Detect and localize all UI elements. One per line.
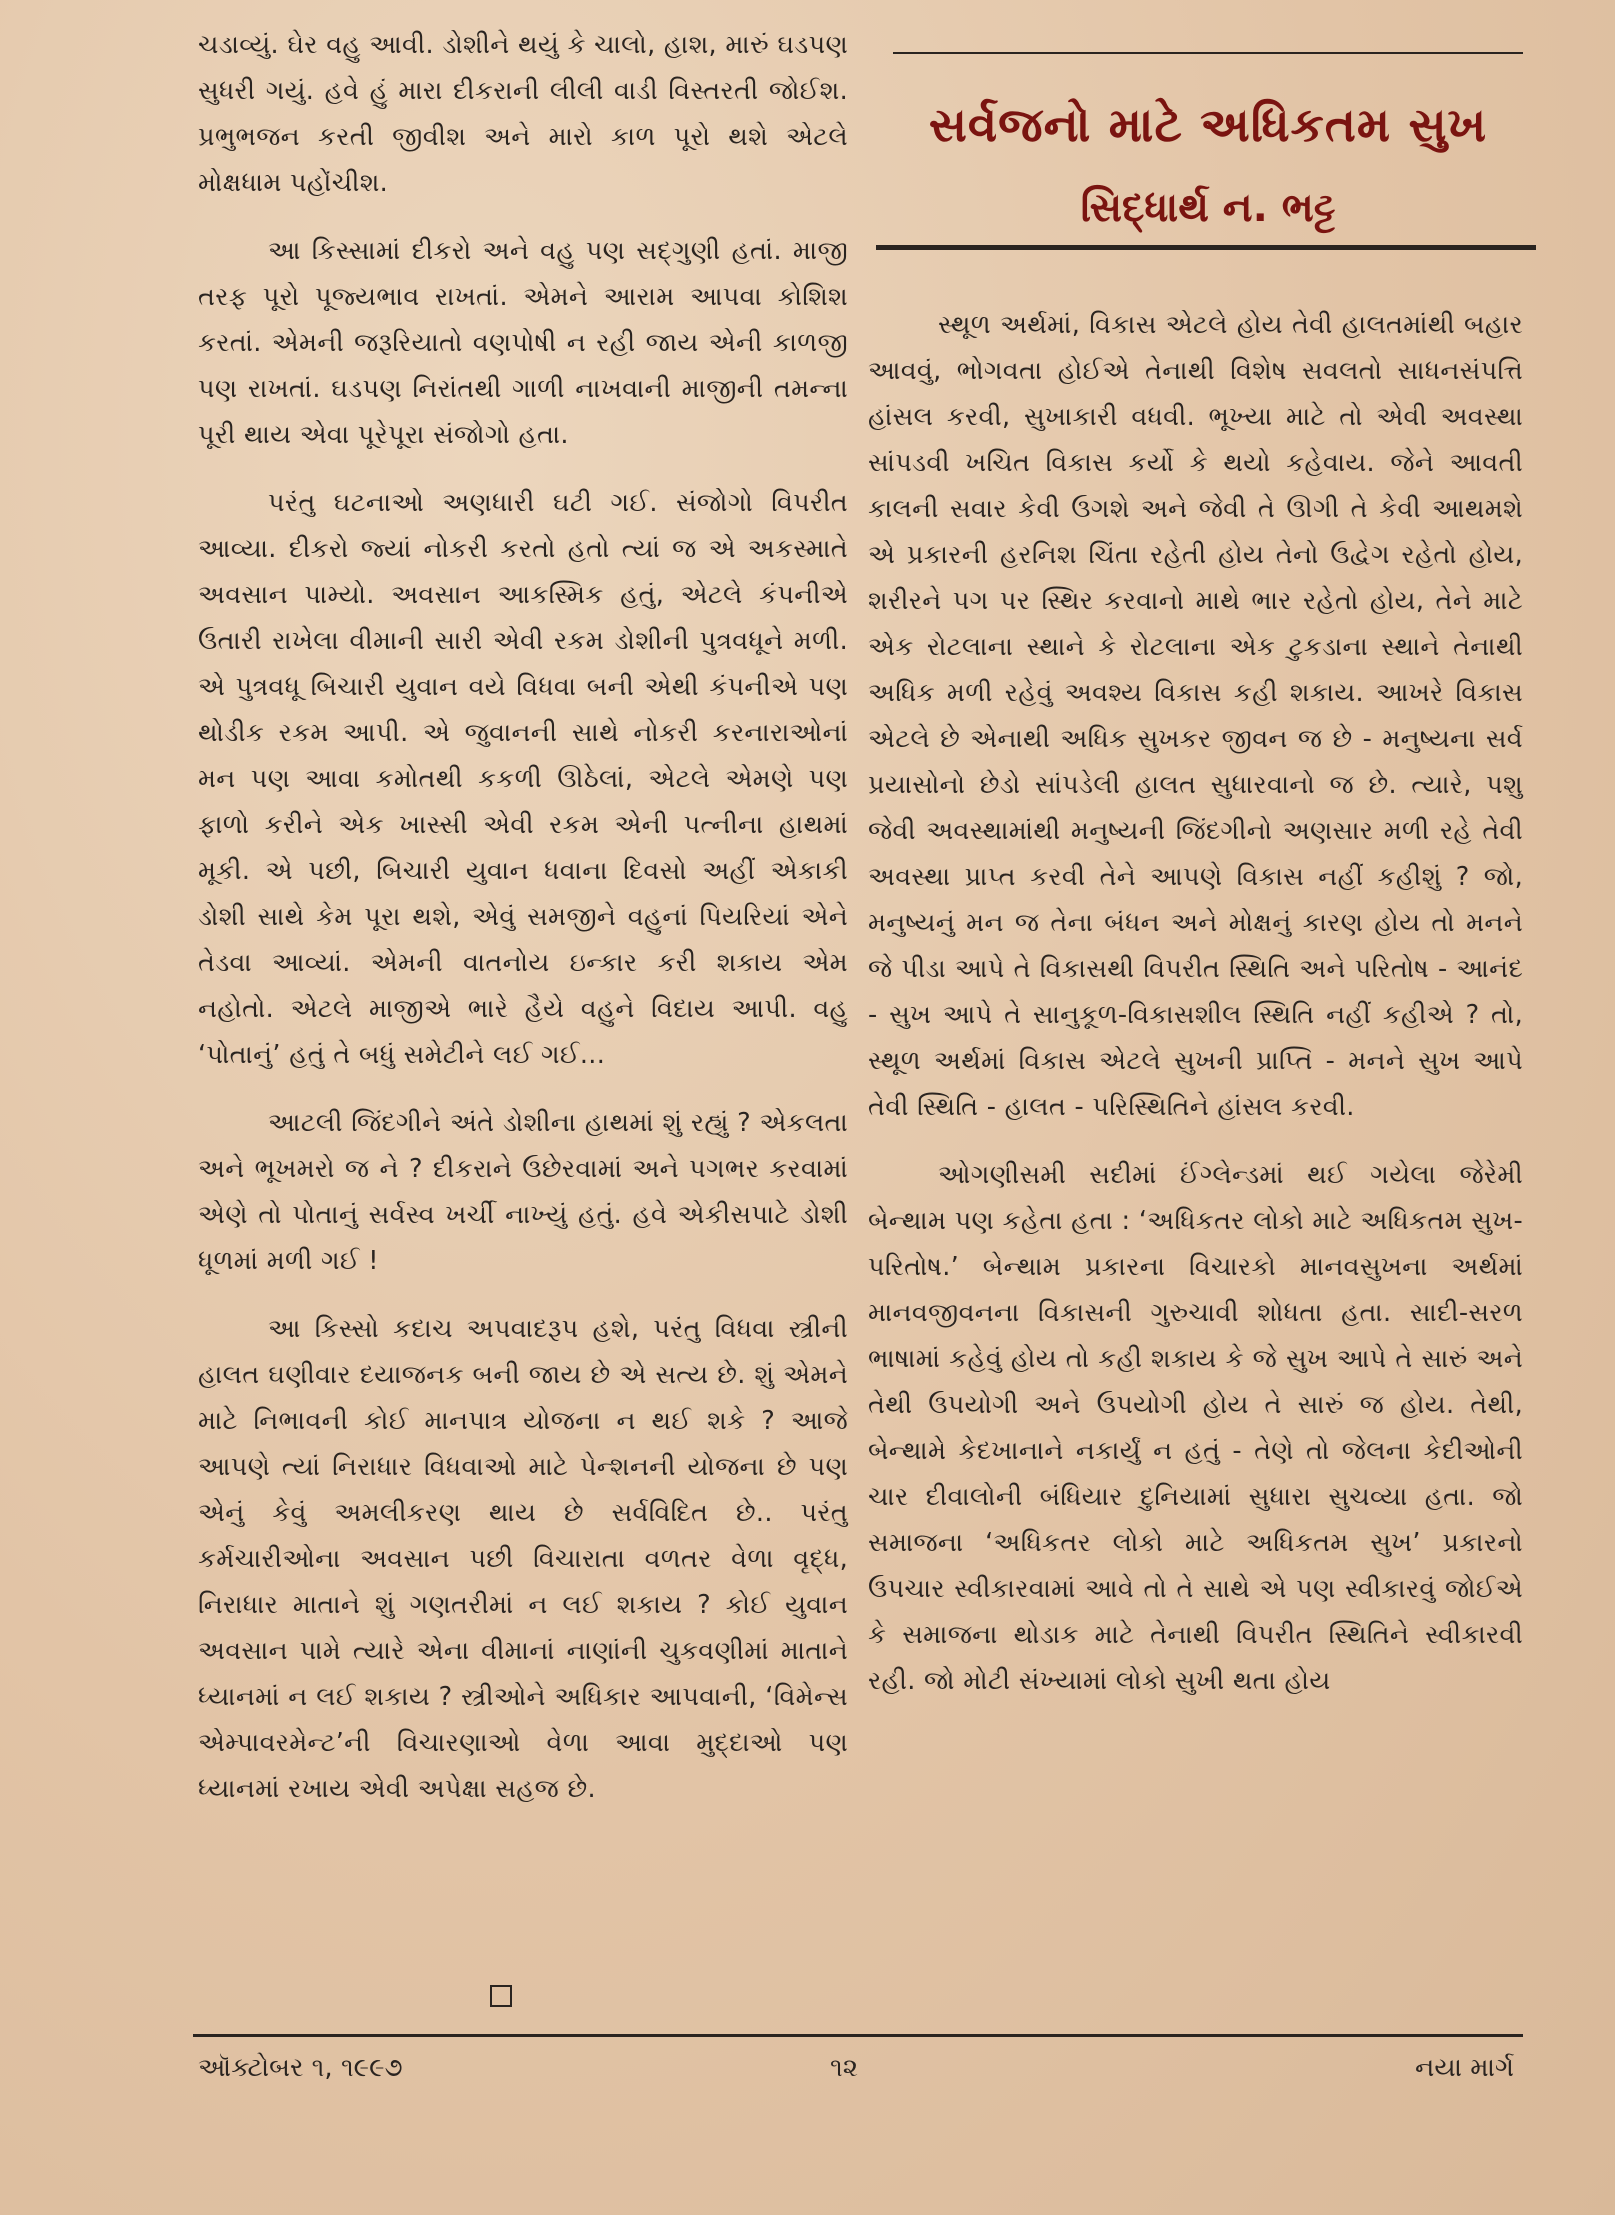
footer-rule: [193, 2034, 1523, 2037]
paragraph: ઓગણીસમી સદીમાં ઈંગ્લેન્ડમાં થઈ ગયેલા જેરેમી બેન્થામ પણ કહેતા હતા : ‘અધિકતર લોકો માટે અધિકતમ સુખ-પરિતોષ.’ બેન્થામ પ્રકારના વિચારકો માનવસુખના અર્થમાં માનવજીવનના વિકાસની ગુરુચાવી શોધતા હતા. સાદી-સરળ ભાષામાં કહેવું હોય તો કહી શકાય કે જે સુખ આપે તે સારું અને તેથી ઉપયોગી અને ઉપયોગી હોય તે સારું જ હોય. તેથી, બેન્થામે કેદખાનાને નકાર્યું ન હતું - તેણે તો જેલના કેદીઓની ચાર દીવાલોની બંધિયાર દુનિયામાં સુધારા સુચવ્યા હતા. જો સમાજના ‘અધિકતર લોકો માટે અધિકતમ સુખ’ પ્રકારનો ઉપચાર સ્વીકારવામાં આવે તો તે સાથે એ પણ સ્વીકારવું જોઈએ કે સમાજના થોડાક માટે તેનાથી વિપરીત સ્થિતિને સ્વીકારવી રહી. જો મોટી સંખ્યામાં લોકો સુખી થતા હોય: [868, 1160, 1523, 1696]
paragraph: આટલી જિંદગીને અંતે ડોશીના હાથમાં શું રહ્યું ? એકલતા અને ભૂખમરો જ ને ? દીકરાને ઉછેરવામાં અને પગભર કરવામાં એણે તો પોતાનું સર્વસ્વ ખર્ચી નાખ્યું હતું. હવે એકીસપાટે ડોશી ધૂળમાં મળી ગઈ !: [198, 1108, 848, 1276]
paragraph: પરંતુ ઘટનાઓ અણધારી ઘટી ગઈ. સંજોગો વિપરીત આવ્યા. દીકરો જ્યાં નોકરી કરતો હતો ત્યાં જ એ અકસ્માતે અવસાન પામ્યો. અવસાન આકસ્મિક હતું, એટલે કંપનીએ ઉતારી રાખેલા વીમાની સારી એવી રકમ ડોશીની પુત્રવધૂને મળી. એ પુત્રવધૂ બિચારી યુવાન વયે વિધવા બની એથી કંપનીએ પણ થોડીક રકમ આપી. એ જુવાનની સાથે નોકરી કરનારાઓનાં મન પણ આવા કમોતથી કકળી ઊઠેલાં, એટલે એમણે પણ ફાળો કરીને એક ખાસ્સી એવી રકમ એની પત્નીના હાથમાં મૂકી. એ પછી, બિચારી યુવાન ધવાના દિવસો અહીં એકાકી ડોશી સાથે કેમ પૂરા થશે, એવું સમજીને વહુનાં પિયરિયાં એને તેડવા આવ્યાં. એમની વાતનોય ઇન્કાર કરી શકાય એમ નહોતો. એટલે માજીએ ભારે હૈયે વહુને વિદાય આપી. વહુ ‘પોતાનું’ હતું તે બધું સમેટીને લઈ ગઈ...: [198, 488, 848, 1070]
right-column: [868, 302, 1523, 1726]
magazine-name: નયા માર્ગ: [1415, 2053, 1515, 2083]
article-title: સર્વજનો માટે અધિકતમ સુખ: [928, 98, 1488, 153]
article-author: સિદ્ધાર્થ ન. ભટ્ટ: [1080, 185, 1336, 231]
left-column: [198, 22, 848, 1834]
end-of-article-square-icon: [490, 1985, 512, 2007]
footer-date: ઑક્ટોબર ૧, ૧૯૯૭: [198, 2053, 403, 2083]
paragraph: સ્થૂળ અર્થમાં, વિકાસ એટલે હોય તેવી હાલતમાંથી બહાર આવવું, ભોગવતા હોઈએ તેનાથી વિશેષ સવલતો સાધનસંપત્તિ હાંસલ કરવી, સુખાકારી વધવી. ભૂખ્યા માટે તો એવી અવસ્થા સાંપડવી ખચિત વિકાસ કર્યો કે થયો કહેવાય. જેને આવતી કાલની સવાર કેવી ઉગશે અને જેવી તે ઊગી તે કેવી આથમશે એ પ્રકારની હરનિશ ચિંતા રહેતી હોય તેનો ઉદ્વેગ રહેતો હોય, શરીરને પગ પર સ્થિર કરવાનો માથે ભાર રહેતો હોય, તેને માટે એક રોટલાના સ્થાને કે રોટલાના એક ટુકડાના સ્થાને તેનાથી અધિક મળી રહેવું અવશ્ય વિકાસ કહી શકાય. આખરે વિકાસ એટલે છે એનાથી અધિક સુખકર જીવન જ છે - મનુષ્યના સર્વ પ્રયાસોનો છેડો સાંપડેલી હાલત સુધારવાનો જ છે. ત્યારે, પશુ જેવી અવસ્થામાંથી મનુષ્યની જિંદગીનો અણસાર મળી રહે તેવી અવસ્થા પ્રાપ્ત કરવી તેને આપણે વિકાસ નહીં કહીશું ? જો, મનુષ્યનું મન જ તેના બંધન અને મોક્ષનું કારણ હોય તો મનને જે પીડા આપે તે વિકાસથી વિપરીત સ્થિતિ અને પરિતોષ - આનંદ - સુખ આપે તે સાનુકૂળ-વિકાસશીલ સ્થિતિ નહીં કહીએ ? તો, સ્થૂળ અર્થમાં વિકાસ એટલે સુખની પ્રાપ્તિ - મનને સુખ આપે તેવી સ્થિતિ - હાલત - પરિસ્થિતિને હાંસલ કરવી.: [868, 310, 1523, 1122]
paragraph: આ કિસ્સો કદાચ અપવાદરૂપ હશે, પરંતુ વિધવા સ્ત્રીની હાલત ઘણીવાર દયાજનક બની જાય છે એ સત્ય છે. શું એમને માટે નિભાવની કોઈ માનપાત્ર યોજના ન થઈ શકે ? આજે આપણે ત્યાં નિરાધાર વિધવાઓ માટે પેન્શનની યોજના છે પણ એનું કેવું અમલીકરણ થાય છે સર્વવિદિત છે.. પરંતુ કર્મચારીઓના અવસાન પછી વિચારાતા વળતર વેળા વૃદ્ધ, નિરાધાર માતાને શું ગણતરીમાં ન લઈ શકાય ? કોઈ યુવાન અવસાન પામે ત્યારે એના વીમાનાં નાણાંની ચુકવણીમાં માતાને ધ્યાનમાં ન લઈ શકાય ? સ્ત્રીઓને અધિકાર આપવાની, ‘વિમેન્સ એમ્પાવરમેન્ટ’ની વિચારણાઓ વેળા આવા મુદ્દાઓ પણ ધ્યાનમાં રખાય એવી અપેક્ષા સહજ છે.: [198, 1314, 848, 1804]
paragraph: ચડાવ્યું. ઘેર વહુ આવી. ડોશીને થયું કે ચાલો, હાશ, મારું ઘડપણ સુધરી ગયું. હવે હું મારા દીકરાની લીલી વાડી વિસ્તરતી જોઈશ. પ્રભુભજન કરતી જીવીશ અને મારો કાળ પૂરો થશે એટલે મોક્ષધામ પહોંચીશ.: [198, 30, 848, 198]
header-rule: [893, 52, 1523, 54]
page-number: ૧૨: [830, 2053, 859, 2083]
paragraph: આ કિસ્સામાં દીકરો અને વહુ પણ સદ્‌ગુણી હતાં. માજી તરફ પૂરો પૂજ્યભાવ રાખતાં. એમને આરામ આપવા કોશિશ કરતાં. એમની જરૂરિયાતો વણપોષી ન રહી જાય એની કાળજી પણ રાખતાં. ઘડપણ નિરાંતથી ગાળી નાખવાની માજીની તમન્ના પૂરી થાય એવા પૂરેપૂરા સંજોગો હતા.: [198, 236, 848, 450]
title-divider: [876, 245, 1536, 250]
